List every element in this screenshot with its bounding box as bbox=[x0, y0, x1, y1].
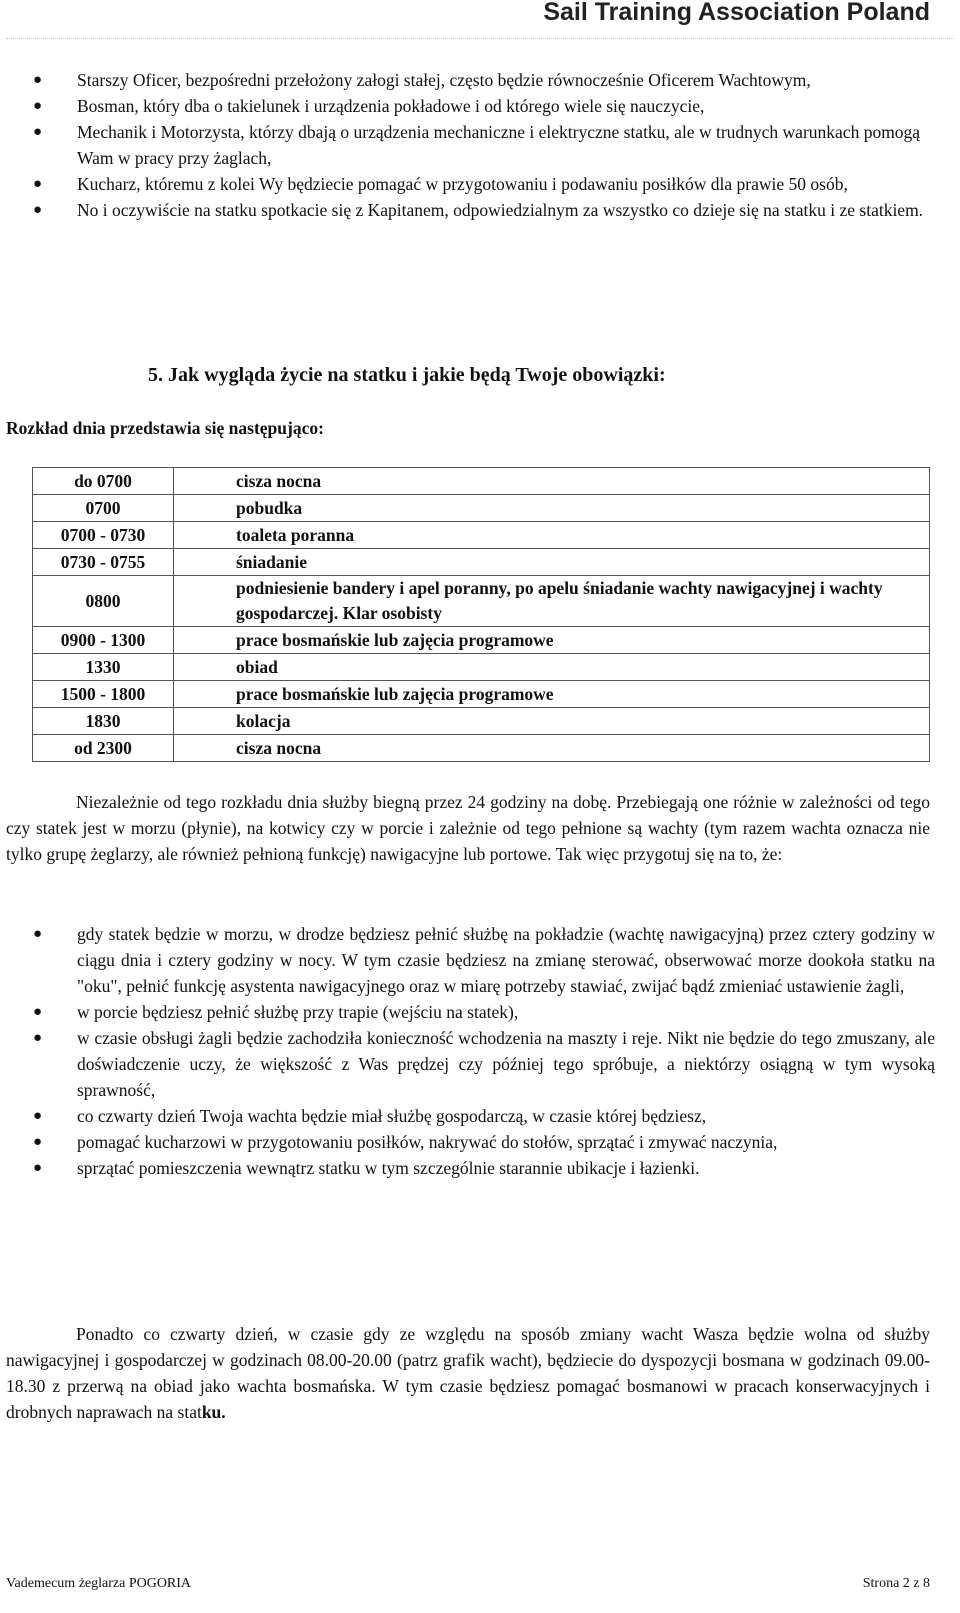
footer-page-number: Strona 2 z 8 bbox=[862, 1576, 930, 1591]
table-row bbox=[33, 549, 930, 576]
list-item-text: Starszy Oficer, bezpośredni przełożony załogi stałej, często będzie równocześnie Oficerem Wachtowym, bbox=[77, 70, 811, 90]
table-row bbox=[33, 522, 930, 549]
list-item bbox=[5, 1155, 935, 1181]
list-item-text: Bosman, który dba o takielunek i urządzenia pokładowe i od którego wiele się nauczycie, bbox=[77, 96, 705, 116]
list-item bbox=[5, 1025, 935, 1103]
list-item-text: pomagać kucharzowi w przygotowaniu posiłków, nakrywać do stołów, sprzątać i zmywać naczynia, bbox=[77, 1132, 778, 1152]
list-item-text: Mechanik i Motorzysta, którzy dbają o urządzenia mechaniczne i elektryczne statku, ale w trudnych warunkach pomogą Wam w pracy przy żaglach, bbox=[77, 122, 921, 168]
list-item-text: w porcie będziesz pełnić służbę przy trapie (wejściu na statek), bbox=[77, 1002, 519, 1022]
schedule-time: 1500 - 1800 bbox=[33, 681, 174, 708]
list-item-text: sprzątać pomieszczenia wewnątrz statku w tym szczególnie starannie ubikacje i łazienki. bbox=[77, 1158, 700, 1178]
schedule-time: 0900 - 1300 bbox=[33, 627, 174, 654]
duties-list bbox=[5, 921, 935, 1181]
bullet-icon: ● bbox=[33, 1030, 43, 1046]
daily-schedule-table bbox=[32, 467, 930, 762]
crew-list bbox=[5, 67, 935, 223]
page-header-title: Sail Training Association Poland bbox=[543, 0, 930, 26]
list-item bbox=[5, 171, 935, 197]
schedule-activity: śniadanie bbox=[174, 549, 930, 576]
schedule-time: do 0700 bbox=[33, 468, 174, 495]
schedule-time: 1830 bbox=[33, 708, 174, 735]
bullet-icon: ● bbox=[33, 176, 43, 192]
footer-document-title: Vademecum żeglarza POGORIA bbox=[6, 1576, 192, 1591]
boatswain-paragraph-bold-tail: ku. bbox=[201, 1402, 226, 1422]
list-item bbox=[5, 119, 935, 171]
schedule-activity: pobudka bbox=[174, 495, 930, 522]
schedule-activity: prace bosmańskie lub zajęcia programowe bbox=[174, 627, 930, 654]
schedule-intro: Rozkład dnia przedstawia się następująco: bbox=[6, 418, 324, 438]
schedule-activity: cisza nocna bbox=[174, 468, 930, 495]
bullet-icon: ● bbox=[33, 1160, 43, 1176]
watch-paragraph-text: Niezależnie od tego rozkładu dnia służby biegną przez 24 godziny na dobę. Przebiegają one różnie w zależności od tego czy statek jest w morzu (płynie), na kotwicy czy w porcie i zależnie od tego pełnione są wachty (tym razem wachta oznacza nie tylko grupę żeglarzy, ale również pełnioną funkcję) nawigacyjne lub portowe. Tak więc przygotuj się na to, że: bbox=[6, 792, 930, 864]
bullet-icon: ● bbox=[33, 1004, 43, 1020]
header-divider bbox=[6, 38, 954, 39]
table-row bbox=[33, 708, 930, 735]
bullet-icon: ● bbox=[33, 124, 43, 140]
list-item-text: gdy statek będzie w morzu, w drodze będziesz pełnić służbę na pokładzie (wachtę nawigacyjną) przez cztery godziny w ciągu dnia i cztery godziny w nocy. W tym czasie będziesz na zmianę sterować, obserwować morze dookoła statku na "oku", pełnić funkcję asystenta nawigacyjnego oraz w miarę potrzeby stawiać, zwijać bądź zmieniać ustawienie żagli, bbox=[77, 924, 935, 996]
schedule-activity: kolacja bbox=[174, 708, 930, 735]
list-item-text: Kucharz, któremu z kolei Wy będziecie pomagać w przygotowaniu i podawaniu posiłków dla prawie 50 osób, bbox=[77, 174, 848, 194]
schedule-activity: podniesienie bandery i apel poranny, po apelu śniadanie wachty nawigacyjnej i wachty gospodarczej. Klar osobisty bbox=[174, 576, 930, 627]
list-item bbox=[5, 921, 935, 999]
bullet-icon: ● bbox=[33, 1108, 43, 1124]
bullet-icon: ● bbox=[33, 926, 43, 942]
bullet-icon: ● bbox=[33, 202, 43, 218]
schedule-activity: prace bosmańskie lub zajęcia programowe bbox=[174, 681, 930, 708]
schedule-activity: toaleta poranna bbox=[174, 522, 930, 549]
table-row bbox=[33, 654, 930, 681]
list-item bbox=[5, 93, 935, 119]
schedule-activity: cisza nocna bbox=[174, 735, 930, 762]
boatswain-paragraph-text: Ponadto co czwarty dzień, w czasie gdy ze względu na sposób zmiany wacht Wasza będzie wolna od służby nawigacyjnej i gospodarczej w godzinach 08.00-20.00 (patrz grafik wacht), będziecie do dyspozycji bosmana w godzinach 09.00-18.30 z przerwą na obiad jako wachta bosmańska. W tym czasie będziesz pomagać bosmanowi w pracach konserwacyjnych i drobnych naprawach na stat bbox=[6, 1324, 930, 1422]
bullet-icon: ● bbox=[33, 72, 43, 88]
bullet-icon: ● bbox=[33, 98, 43, 114]
schedule-time: 0700 bbox=[33, 495, 174, 522]
list-item bbox=[5, 1103, 935, 1129]
list-item bbox=[5, 197, 935, 223]
schedule-time: od 2300 bbox=[33, 735, 174, 762]
schedule-time: 0800 bbox=[33, 576, 174, 627]
section-heading: 5. Jak wygląda życie na statku i jakie będą Twoje obowiązki: bbox=[148, 364, 666, 386]
table-row bbox=[33, 576, 930, 627]
watch-paragraph bbox=[6, 789, 930, 867]
schedule-time: 1330 bbox=[33, 654, 174, 681]
table-row bbox=[33, 735, 930, 762]
boatswain-watch-paragraph bbox=[6, 1321, 930, 1425]
list-item bbox=[5, 67, 935, 93]
schedule-activity: obiad bbox=[174, 654, 930, 681]
table-row bbox=[33, 468, 930, 495]
list-item-text: No i oczywiście na statku spotkacie się z Kapitanem, odpowiedzialnym za wszystko co dzieje się na statku i ze statkiem. bbox=[77, 200, 924, 220]
list-item-text: co czwarty dzień Twoja wachta będzie miał służbę gospodarczą, w czasie której będziesz, bbox=[77, 1106, 707, 1126]
table-row bbox=[33, 627, 930, 654]
list-item bbox=[5, 1129, 935, 1155]
schedule-time: 0700 - 0730 bbox=[33, 522, 174, 549]
list-item-text: w czasie obsługi żagli będzie zachodziła konieczność wchodzenia na maszty i reje. Nikt nie będzie do tego zmuszany, ale doświadczenie uczy, że większość z Was prędzej czy później tego spróbuje, a niektórzy osiągną w tym wysoką sprawność, bbox=[77, 1028, 935, 1100]
table-row bbox=[33, 681, 930, 708]
bullet-icon: ● bbox=[33, 1134, 43, 1150]
list-item bbox=[5, 999, 935, 1025]
table-row bbox=[33, 495, 930, 522]
schedule-time: 0730 - 0755 bbox=[33, 549, 174, 576]
